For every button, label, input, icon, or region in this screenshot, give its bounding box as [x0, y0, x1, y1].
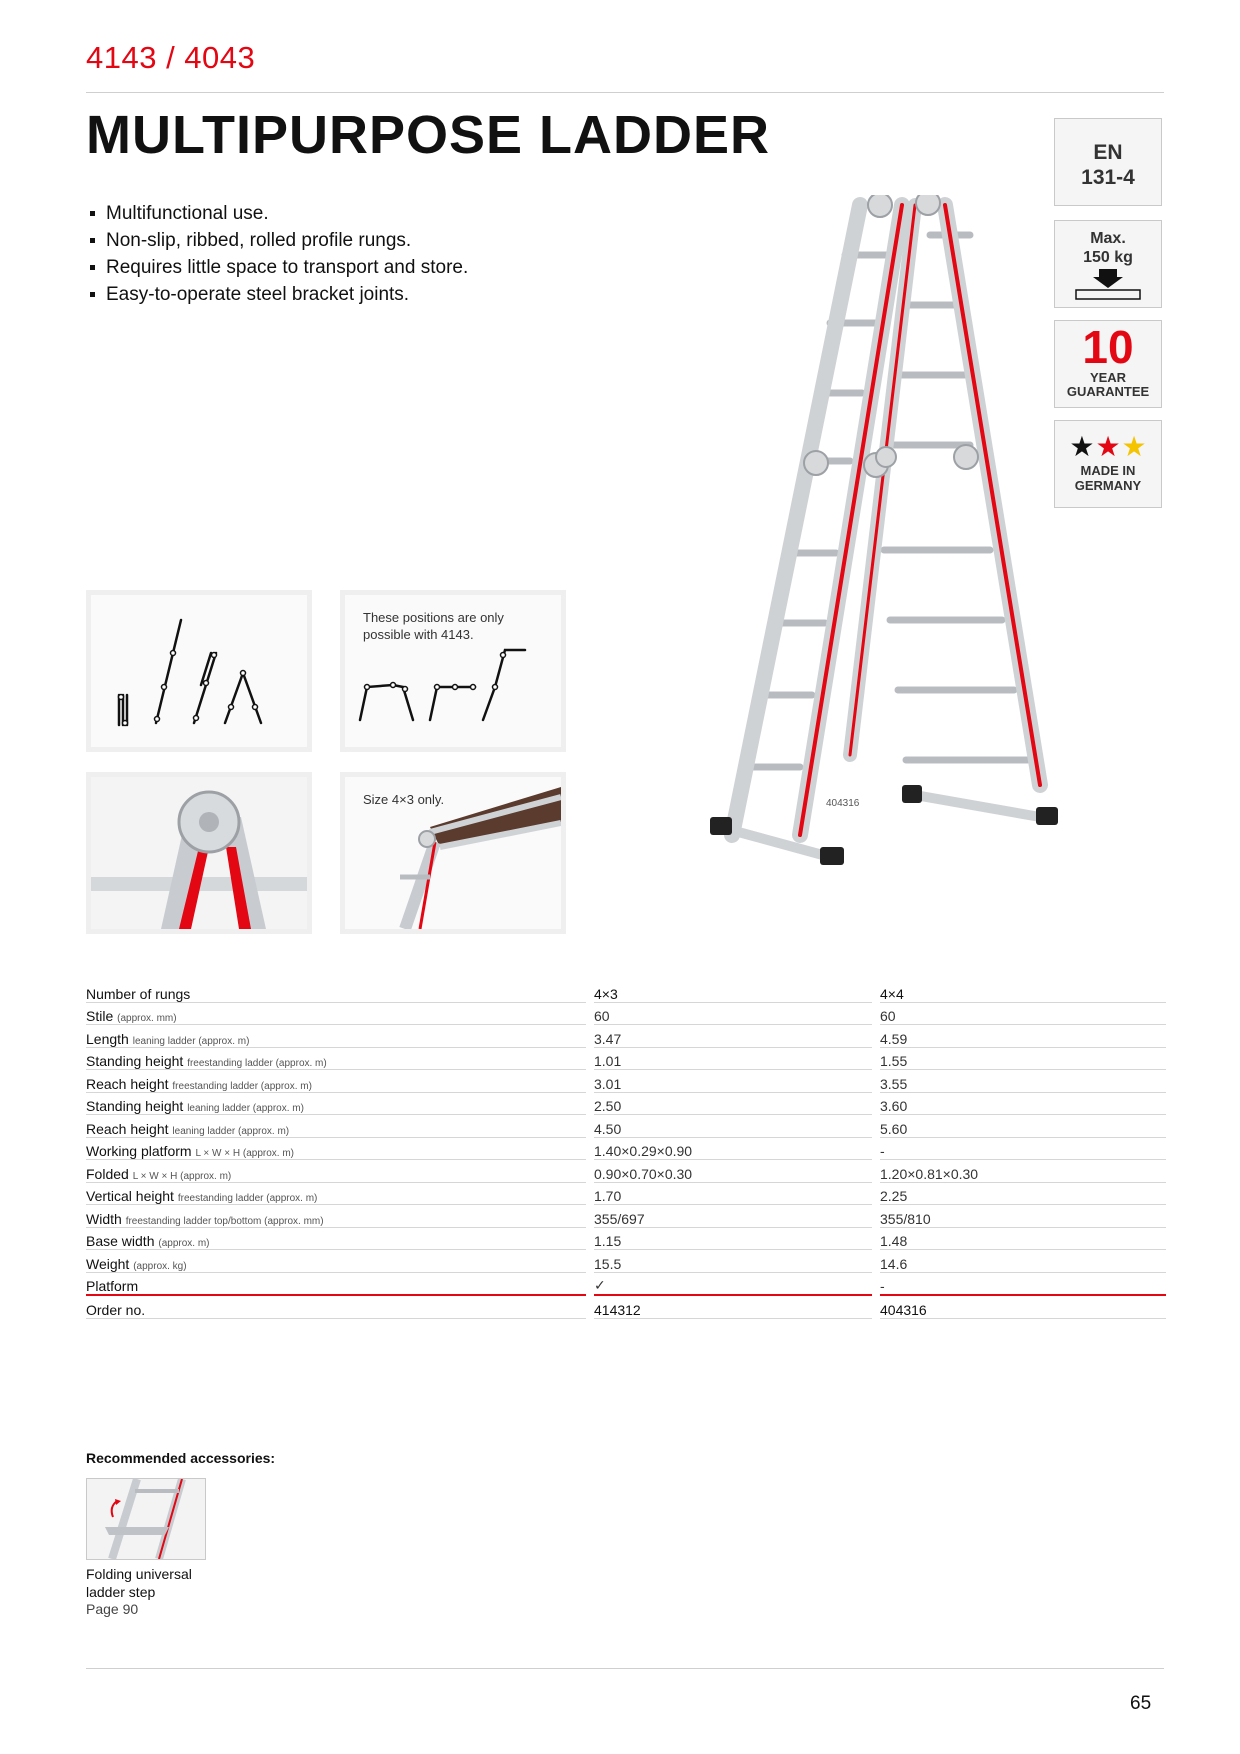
spec-gap [586, 1047, 594, 1070]
folding-positions-diagram [91, 595, 307, 747]
spec-gap [872, 1272, 880, 1295]
spec-row [86, 1137, 1166, 1160]
joint-detail-thumbnail [86, 772, 312, 934]
ladder-product-image [640, 195, 1120, 865]
spec-row [86, 1227, 1166, 1250]
platform-note: Size 4×3 only. [363, 792, 445, 807]
spec-label: Order no. [86, 1301, 146, 1318]
spec-value-4x3: 355/697 [594, 1205, 872, 1228]
spec-value-4x4: 5.60 [880, 1115, 1166, 1138]
platform-thumbnail [340, 772, 566, 934]
spec-label: Standing height [86, 1098, 184, 1114]
spec-gap [586, 1250, 594, 1273]
spec-value-4x3: 3.01 [594, 1070, 872, 1093]
feature-item: Easy-to-operate steel bracket joints. [88, 281, 468, 308]
spec-label: Platform [86, 1278, 139, 1294]
spec-value-4x3: 3.47 [594, 1025, 872, 1048]
spec-note: freestanding ladder top/bottom (approx. mm) [125, 1215, 324, 1227]
spec-gap [586, 1070, 594, 1093]
spec-label-cell [86, 1227, 586, 1250]
feature-item: Requires little space to transport and store. [88, 254, 468, 281]
spec-value-4x3: 1.01 [594, 1047, 872, 1070]
spec-label: Base width [86, 1233, 155, 1249]
spec-gap [872, 1160, 880, 1183]
spec-note: leaning ladder (approx. m) [172, 1125, 290, 1137]
spec-label: Number of rungs [86, 985, 191, 1002]
spec-label-cell [86, 1092, 586, 1115]
made-in-line2: GERMANY [1074, 478, 1142, 493]
spec-label-cell [86, 1002, 586, 1025]
spec-label: Standing height [86, 1053, 184, 1069]
spec-gap [586, 1002, 594, 1025]
spec-gap [872, 1227, 880, 1250]
spec-label: Length [86, 1030, 129, 1047]
spec-value-4x4: 2.25 [880, 1182, 1166, 1205]
spec-value-4x4: 14.6 [880, 1250, 1166, 1273]
spec-gap [872, 1115, 880, 1138]
max-load-line1: Max. [1090, 230, 1126, 247]
accessories-heading: Recommended accessories: [86, 1450, 276, 1466]
max-load-line2: 150 kg [1083, 249, 1133, 266]
page-number: 65 [1130, 1693, 1152, 1714]
spec-value-4x4: - [880, 1272, 1166, 1295]
extra-positions-thumbnail [340, 590, 566, 752]
spec-value-4x3: 1.15 [594, 1227, 872, 1250]
spec-label: Weight [86, 1255, 130, 1272]
accessory-name[interactable]: Folding universal ladder step [86, 1566, 192, 1600]
spec-value-4x4: 60 [880, 1002, 1166, 1025]
spec-gap [586, 1025, 594, 1048]
standard-badge-line1: EN [1093, 141, 1123, 164]
spec-value-4x4: 1.20×0.81×0.30 [880, 1160, 1166, 1183]
spec-value-4x4: 4×4 [880, 980, 1166, 1002]
spec-gap [872, 1002, 880, 1025]
spec-label-cell [86, 1205, 586, 1228]
spec-label-cell [86, 1047, 586, 1070]
spec-gap [586, 1295, 594, 1318]
spec-gap [872, 1137, 880, 1160]
spec-value-4x3: 2.50 [594, 1092, 872, 1115]
product-image-label: 404316 [826, 798, 860, 809]
spec-label-cell [86, 980, 586, 1002]
spec-note: (approx. m) [158, 1238, 210, 1249]
spec-note: leaning ladder (approx. m) [187, 1103, 304, 1114]
spec-value-4x3: 0.90×0.70×0.30 [594, 1160, 872, 1183]
spec-row [86, 1295, 1166, 1318]
spec-value-4x4: 3.60 [880, 1092, 1166, 1115]
spec-gap [586, 1092, 594, 1115]
spec-label-cell [86, 1160, 586, 1183]
guarantee-line2: GUARANTEE [1066, 384, 1150, 399]
spec-gap [872, 1295, 880, 1318]
spec-note: freestanding ladder (approx. m) [187, 1058, 327, 1069]
spec-value-4x3: 414312 [594, 1295, 872, 1318]
spec-row [86, 1047, 1166, 1070]
spec-row [86, 1182, 1166, 1205]
guarantee-line1: YEAR [1089, 370, 1127, 385]
feature-item: Multifunctional use. [88, 200, 468, 227]
guarantee-number: 10 [1082, 321, 1134, 373]
accessory-page-ref: Page 90 [86, 1601, 139, 1617]
page-title: MULTIPURPOSE LADDER [86, 105, 771, 165]
spec-value-4x3: 60 [594, 1002, 872, 1025]
spec-note: freestanding ladder (approx. m) [172, 1080, 312, 1092]
spec-label-cell [86, 1070, 586, 1093]
spec-gap [586, 1182, 594, 1205]
spec-gap [872, 1047, 880, 1070]
spec-value-4x3: 15.5 [594, 1250, 872, 1273]
spec-label-cell [86, 1115, 586, 1138]
extra-positions-diagram [345, 645, 561, 745]
feature-list [88, 200, 468, 308]
spec-label-cell [86, 1182, 586, 1205]
spec-gap [586, 1205, 594, 1228]
spec-row [86, 1070, 1166, 1093]
positions-note: These positions are only possible with 4143. [363, 610, 504, 642]
folding-positions-thumbnail [86, 590, 312, 752]
spec-gap [872, 1070, 880, 1093]
spec-note: (approx. kg) [133, 1260, 187, 1272]
spec-row [86, 1002, 1166, 1025]
spec-note: leaning ladder (approx. m) [132, 1035, 250, 1047]
spec-label-cell [86, 1272, 586, 1295]
spec-gap [872, 1205, 880, 1228]
spec-label: Stile [86, 1008, 114, 1024]
spec-gap [586, 1227, 594, 1250]
spec-label-cell [86, 1025, 586, 1048]
spec-note: freestanding ladder (approx. m) [177, 1193, 318, 1204]
spec-value-4x4: 1.48 [880, 1227, 1166, 1250]
spec-value-4x4: 404316 [880, 1295, 1166, 1318]
feature-item: Non-slip, ribbed, rolled profile rungs. [88, 227, 468, 254]
spec-row [86, 1272, 1166, 1295]
spec-label: Reach height [86, 1075, 169, 1092]
accessory-thumbnail[interactable] [86, 1478, 206, 1560]
spec-label-cell [86, 1250, 586, 1273]
spec-value-4x3: 1.70 [594, 1182, 872, 1205]
spec-table [86, 980, 1166, 1319]
footer-divider [86, 1668, 1164, 1669]
spec-gap [586, 1160, 594, 1183]
platform-photo [345, 777, 561, 929]
standard-badge-line2: 131-4 [1081, 166, 1135, 189]
spec-row [86, 1250, 1166, 1273]
spec-value-4x3: ✓ [594, 1272, 872, 1295]
spec-row [86, 1025, 1166, 1048]
german-stars-icon: ★ ★ ★ [1069, 431, 1147, 462]
header-divider [86, 92, 1164, 93]
model-code: 4143 / 4043 [86, 40, 256, 75]
spec-note: L × W × H (approx. m) [132, 1170, 232, 1182]
spec-row [86, 1092, 1166, 1115]
joint-detail-photo [91, 777, 307, 929]
spec-row [86, 1205, 1166, 1228]
standard-badge [1054, 118, 1162, 206]
spec-gap [586, 1137, 594, 1160]
spec-value-4x3: 4×3 [594, 980, 872, 1002]
spec-label-cell [86, 1137, 586, 1160]
spec-gap [872, 1025, 880, 1048]
spec-value-4x3: 4.50 [594, 1115, 872, 1138]
ladder-step-photo [87, 1479, 205, 1559]
spec-value-4x4: 1.55 [880, 1047, 1166, 1070]
made-in-line1: MADE IN [1080, 463, 1136, 478]
spec-gap [872, 980, 880, 1002]
spec-label: Width [86, 1210, 122, 1227]
spec-value-4x4: 355/810 [880, 1205, 1166, 1228]
spec-note: (approx. mm) [117, 1013, 177, 1024]
spec-row [86, 1160, 1166, 1183]
spec-row [86, 980, 1166, 1002]
spec-value-4x4: 4.59 [880, 1025, 1166, 1048]
spec-gap [872, 1092, 880, 1115]
spec-label: Folded [86, 1165, 129, 1182]
spec-note: L × W × H (approx. m) [195, 1148, 294, 1159]
spec-label-cell [86, 1295, 586, 1318]
spec-gap [872, 1250, 880, 1273]
spec-label: Working platform [86, 1143, 192, 1159]
spec-value-4x4: - [880, 1137, 1166, 1160]
spec-gap [586, 1272, 594, 1295]
spec-value-4x3: 1.40×0.29×0.90 [594, 1137, 872, 1160]
spec-table-body [86, 980, 1166, 1318]
spec-gap [586, 1115, 594, 1138]
spec-gap [586, 980, 594, 1002]
spec-value-4x4: 3.55 [880, 1070, 1166, 1093]
spec-gap [872, 1182, 880, 1205]
spec-label: Reach height [86, 1120, 169, 1137]
spec-row [86, 1115, 1166, 1138]
spec-label: Vertical height [86, 1188, 174, 1204]
